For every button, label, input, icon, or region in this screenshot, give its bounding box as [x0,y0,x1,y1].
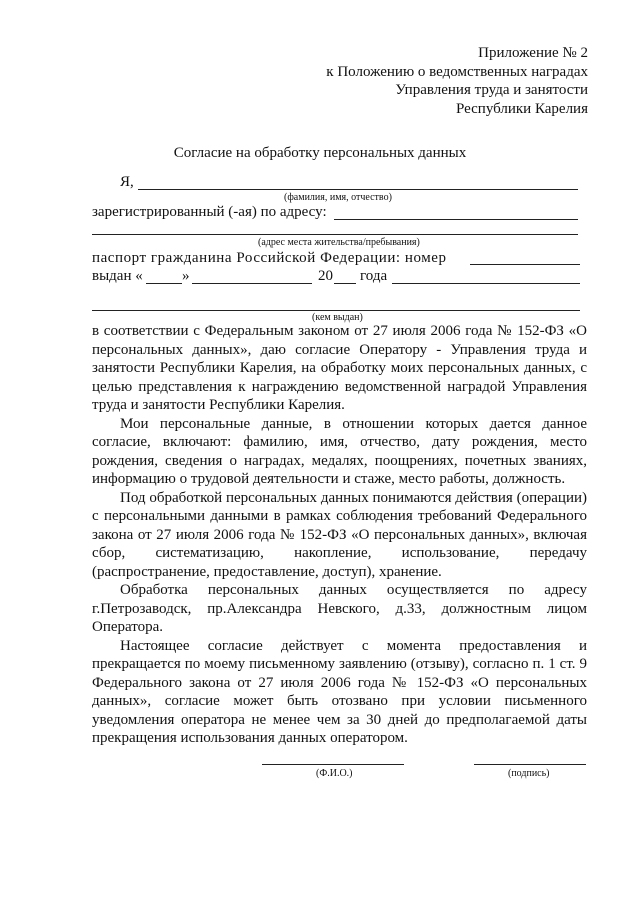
fio-signature-caption: (Ф.И.О.) [316,768,353,779]
consent-body [92,322,587,748]
paragraph-4: Обработка персональных данных осуществляется по адресу г.Петрозаводск, пр.Александра Невского, д.33, должностным лицом Оператора. [92,582,587,635]
signature-line[interactable] [474,764,586,765]
paragraph-5: Настоящее согласие действует с момента предоставления и прекращается по моему письменному заявлению (отзыву), согласно п. 1 ст. 9 Федерального закона от 27 июля 2006 года № 152-ФЗ «О персональных данных», согласие может быть отозвано при условии письменного уведомления оператора не менее чем за 30 дней до предполагаемой даты прекращения использования данных оператором. [92,637,587,746]
issued-by-line-2[interactable] [92,310,580,311]
paragraph-3: Под обработкой персональных данных понимаются действия (операции) с персональными данными в рамках соблюдения требований Федерального закона от 27 июля 2006 года № 152-ФЗ «О персональных данных», включая сбор, систематизацию, накопление, использование, передачу (распространение, предоставление, доступ), хранение. [92,489,587,580]
passport-number-line[interactable] [470,264,580,265]
issued-day-line[interactable] [146,283,182,284]
issued-by-caption: (кем выдан) [312,312,363,323]
paragraph-2: Мои персональные данные, в отношении которых дается данное согласие, включают: фамилию, имя, отчество, дату рождения, место рождения, сведения о наградах, медалях, поощрениях, почетных званиях, информацию о трудовой деятельности и стаже, место работы, должность. [92,415,587,487]
issued-year-line[interactable] [334,283,356,284]
appendix-line-2: к Положению о ведомственных наградах [326,63,588,80]
issued-month-line[interactable] [192,283,312,284]
i-label: Я, [120,174,134,190]
appendix-header [326,44,588,118]
passport-label: паспорт гражданина Российской Федерации: номер [92,250,447,266]
paragraph-1: в соответствии с Федеральным законом от 27 июля 2006 года № 152-ФЗ «О персональных данных», даю согласие Оператору - Управления труда и занятости Республики Карелия, на обработку моих персональных данных, с целью представления к награждению ведомственной наградой Управления труда и занятости Республики Карелия. [92,323,587,413]
year-prefix: 20 [318,268,333,284]
document-title: Согласие на обработку персональных данных [173,145,467,161]
issued-by-line-1[interactable] [392,283,580,284]
year-label: года [360,268,388,284]
fio-signature-line[interactable] [262,764,404,765]
fio-caption: (фамилия, имя, отчество) [284,192,392,203]
registered-label: зарегистрированный (-ая) по адресу: [92,204,327,220]
fio-field-line[interactable] [138,189,578,190]
address-field-line-1[interactable] [334,219,578,220]
issued-quote-close: » [182,268,190,284]
appendix-line-1: Приложение № 2 [478,45,588,61]
appendix-line-4: Республики Карелия [455,100,588,117]
signature-caption: (подпись) [508,768,550,779]
address-caption: (адрес места жительства/пребывания) [258,237,420,248]
address-field-line-2[interactable] [92,234,578,235]
appendix-line-3: Управления труда и занятости [395,82,588,98]
issued-label: выдан « [92,268,143,284]
